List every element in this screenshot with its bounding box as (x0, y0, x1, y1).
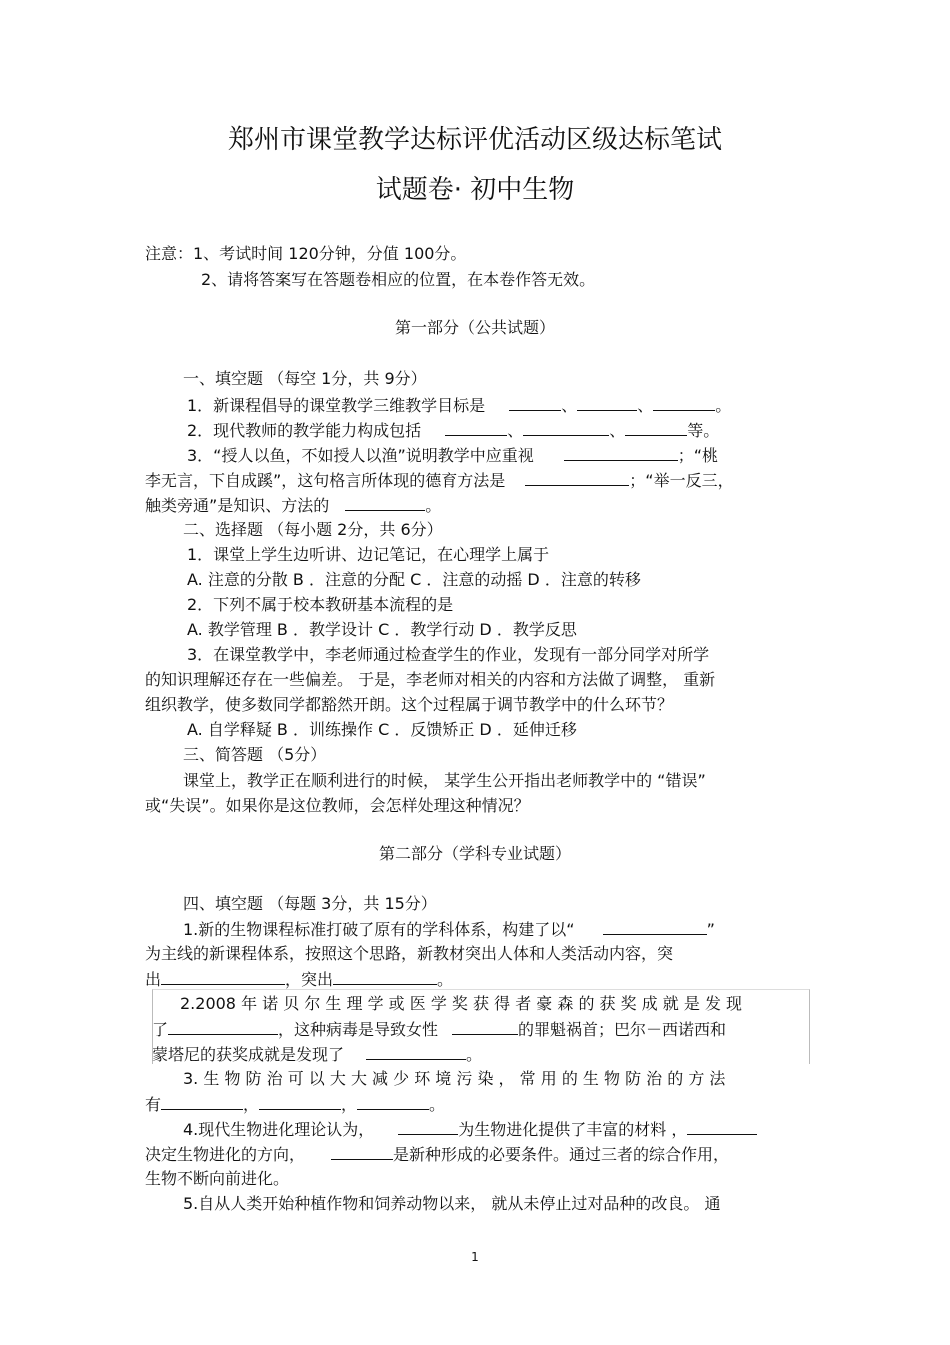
short-question-line-1: 课堂上，教学正在顺利进行的时候， 某学生公开指出老师教学中的 “错误” (183, 771, 706, 790)
choice-question-3: 3．在课堂教学中，李老师通过检查学生的作业，发现有一部分同学对所学 (187, 645, 710, 664)
question-1-1: 1．新课程倡导的课堂教学三维教学目标是 、 、 。 (187, 396, 732, 415)
choice-question-2: 2．下列不属于校本教研基本流程的是 (187, 595, 454, 614)
choice-options-1: A. 注意的分散 B ．注意的分配 C ．注意的动摇 D ．注意的转移 (187, 570, 641, 589)
short-heading: 三、简答题 （5分） (183, 745, 327, 764)
answer-blank[interactable] (445, 419, 507, 436)
answer-blank[interactable] (564, 444, 678, 461)
question-4-2-cont2: 蒙塔尼的获奖成就是发现了 。 (152, 1045, 483, 1064)
answer-blank[interactable] (625, 419, 687, 436)
answer-blank[interactable] (331, 1143, 393, 1160)
question-1-3: 3．“授人以鱼，不如授人以渔”说明教学中应重视 ；“桃 (187, 446, 719, 465)
fill-heading-2: 四、填空题 （每题 3分，共 15分） (183, 894, 437, 913)
answer-blank[interactable] (452, 1018, 518, 1035)
question-4-1-cont2: 出 ，突出 。 (145, 970, 454, 989)
part2-heading: 第二部分（学科专业试题） (378, 844, 571, 863)
choice-heading: 二、选择题 （每小题 2分，共 6分） (183, 520, 443, 539)
question-4-5: 5.自从人类开始种植作物和饲养动物以来， 就从未停止过对品种的改良。 通 (183, 1194, 721, 1213)
answer-blank[interactable] (687, 1118, 757, 1135)
choice-options-3: A. 自学释疑 B ．训练操作 C ．反馈矫正 D ．延伸迁移 (187, 720, 577, 739)
question-1-2: 2．现代教师的教学能力构成包括 、 、 等。 (187, 421, 720, 440)
part1-heading: 第一部分（公共试题） (394, 318, 555, 337)
title-line-2: 试题卷· 初中生物 (375, 175, 575, 205)
answer-blank[interactable] (168, 1018, 278, 1035)
question-4-4-cont2: 生物不断向前进化。 (145, 1169, 290, 1188)
choice-options-2: A. 教学管理 B ．教学设计 C ．教学行动 D ．教学反思 (187, 620, 577, 639)
answer-blank[interactable] (653, 394, 715, 411)
page-number: 1 (471, 1250, 479, 1264)
question-4-2-cont: 了 ，这种病毒是导致女性 的罪魁祸首；巴尔－西诺西和 (152, 1020, 727, 1039)
answer-blank[interactable] (523, 419, 609, 436)
question-4-2: 2.2008 年 诺 贝 尔 生 理 学 或 医 学 奖 获 得 者 豪 森 的 获 奖 成 就 是 发 现 (180, 994, 743, 1013)
answer-blank[interactable] (577, 394, 637, 411)
notice-line-2: 2、请将答案写在答题卷相应的位置，在本卷作答无效。 (201, 270, 596, 289)
answer-blank[interactable] (161, 968, 285, 985)
answer-blank[interactable] (603, 918, 707, 935)
short-question-line-2: 或“失误”。如果你是这位教师，会怎样处理这种情况？ (145, 796, 530, 815)
answer-blank[interactable] (333, 968, 437, 985)
answer-blank[interactable] (509, 394, 561, 411)
question-4-3: 3. 生 物 防 治 可 以 大 大 减 少 环 境 污 染 ， 常 用 的 生 物 防 治 的 方 法 (183, 1069, 726, 1088)
answer-blank[interactable] (525, 469, 629, 486)
question-1-3-cont2: 触类旁通”是知识、方法的 。 (145, 496, 442, 515)
question-1-3-cont: 李无言，下自成蹊”，这句格言所体现的德育方法是 ；“举一反三， (145, 471, 734, 490)
title-line-1: 郑州市课堂教学达标评优活动区级达标笔试 (227, 125, 722, 155)
question-4-3-cont: 有 ， ， 。 (145, 1095, 446, 1114)
choice-question-3-cont: 的知识理解还存在一些偏差。 于是，李老师对相关的内容和方法做了调整， 重新 (145, 670, 716, 689)
answer-blank[interactable] (398, 1118, 458, 1135)
notice-line-1: 注意：1、考试时间 120分钟，分值 100分。 (145, 244, 467, 263)
fill-heading-1: 一、填空题 （每空 1分，共 9分） (183, 369, 427, 388)
question-4-1: 1.新的生物课程标准打破了原有的学科体系，构建了以“ ” (183, 920, 715, 939)
question-4-4-cont: 决定生物进化的方向， 是新种形成的必要条件。通过三者的综合作用， (145, 1145, 730, 1164)
choice-question-1: 1．课堂上学生边听讲、边记笔记，在心理学上属于 (187, 545, 550, 564)
answer-blank[interactable] (357, 1093, 429, 1110)
answer-blank[interactable] (259, 1093, 341, 1110)
answer-blank[interactable] (161, 1093, 243, 1110)
question-4-1-cont: 为主线的新课程体系，按照这个思路，新教材突出人体和人类活动内容，突 (145, 944, 674, 963)
choice-question-3-cont2: 组织教学，使多数同学都豁然开朗。这个过程属于调节教学中的什么环节？ (145, 695, 674, 714)
answer-blank[interactable] (345, 494, 425, 511)
question-4-4: 4.现代生物进化理论认为， 为生物进化提供了丰富的材料 ， (183, 1118, 757, 1141)
answer-blank[interactable] (366, 1043, 466, 1060)
